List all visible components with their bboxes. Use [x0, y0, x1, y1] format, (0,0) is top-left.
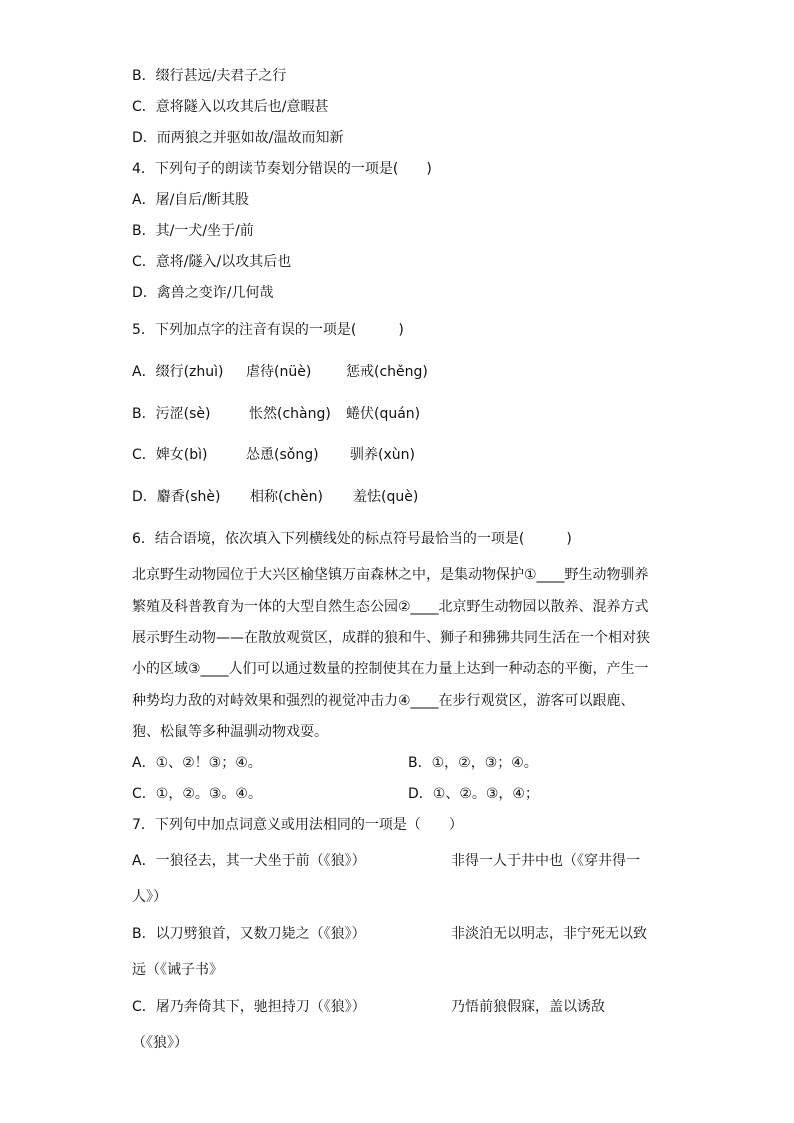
- q6-option-b: B．①，②，③；④。: [408, 755, 538, 771]
- q6-option-a: A．①、②！③；④。: [132, 755, 262, 771]
- q5-option-a: [132, 363, 532, 381]
- q3-option-d: D．而两狼之并驱如故/温故而知新: [132, 130, 344, 146]
- q5-a-item-3: 惩戒(chěng): [346, 364, 428, 380]
- q5-d-item-3: 羞怯(què): [353, 489, 419, 505]
- q7-option-a-continued: 人》）: [132, 889, 167, 905]
- q6-stem: 6．结合语境，依次填入下列横线处的标点符号最恰当的一项是( ): [132, 531, 572, 547]
- q7-option-c-right: 乃悟前狼假寐，盖以诱敌: [451, 999, 605, 1015]
- q6-passage-line-1: 北京野生动物园位于大兴区榆垡镇万亩森林之中，是集动物保护①____野生动物驯养: [132, 567, 649, 583]
- q6-option-c: C．①，②。③。④。: [132, 786, 262, 802]
- q5-option-d: [132, 488, 532, 506]
- q5-d-item-2: 相称(chèn): [250, 489, 323, 505]
- q5-c-item-1: C．婢女(bì): [132, 447, 208, 463]
- q5-option-c: [132, 446, 532, 464]
- q5-b-item-3: 蜷伏(quán): [346, 406, 421, 422]
- q5-d-item-1: D．麝香(shè): [132, 489, 221, 505]
- q3-option-b: B．缀行甚远/夫君子之行: [132, 68, 287, 84]
- q5-option-b: [132, 405, 532, 423]
- q7-option-b-continued: 远（《诫子书》: [132, 962, 223, 978]
- q4-stem: 4．下列句子的朗读节奏划分错误的一项是( ): [132, 161, 432, 177]
- q5-a-item-1: A．缀行(zhuì): [132, 364, 224, 380]
- q5-c-item-2: 怂恿(sǒng): [246, 447, 319, 463]
- q6-passage-line-2: 繁殖及科普教育为一体的大型自然生态公园②____北京野生动物园以散养、混养方式: [132, 599, 649, 615]
- q6-passage-line-3: 展示野生动物——在散放观赏区，成群的狼和牛、狮子和狒狒共同生活在一个相对狭: [132, 630, 650, 646]
- q7-stem: 7．下列句中加点词意义或用法相同的一项是（ ）: [132, 817, 463, 833]
- q4-option-b: B．其/一犬/坐于/前: [132, 223, 254, 239]
- q7-option-a-left: A．一狼径去，其一犬坐于前（《狼》）: [132, 853, 366, 869]
- q6-passage-line-5: 种势均力敌的对峙效果和强烈的视觉冲击力④____在步行观赏区，游客可以跟鹿、: [132, 693, 635, 709]
- q7-option-a-right: 非得一人于井中也（《穿井得一: [451, 853, 640, 869]
- q6-option-d: D．①、②。③，④；: [408, 786, 539, 802]
- q5-c-item-3: 驯养(xùn): [350, 447, 415, 463]
- q5-b-item-2: 怅然(chàng): [249, 406, 331, 422]
- q6-passage-line-6: 狍、松鼠等多种温驯动物戏耍。: [132, 724, 328, 740]
- q7-option-c-left: C．屠乃奔倚其下，驰担持刀（《狼》）: [132, 999, 366, 1015]
- q4-option-a: A．屠/自后/断其股: [132, 192, 250, 208]
- q4-option-d: D．禽兽之变诈/几何哉: [132, 285, 274, 301]
- q5-stem: 5．下列加点字的注音有误的一项是( ): [132, 322, 404, 338]
- q5-a-item-2: 虐待(nüè): [246, 364, 312, 380]
- q5-b-item-1: B．污涩(sè): [132, 406, 211, 422]
- q3-option-c: C．意将隧入以攻其后也/意暇甚: [132, 99, 329, 115]
- q7-option-b-left: B．以刀劈狼首，又数刀毙之（《狼》）: [132, 926, 366, 942]
- q4-option-c: C．意将/隧入/以攻其后也: [132, 254, 292, 270]
- q7-option-b-right: 非淡泊无以明志，非宁死无以致: [451, 926, 647, 942]
- q7-option-c-continued: （《狼》）: [132, 1035, 188, 1051]
- q6-passage-line-4: 小的区域③____人们可以通过数量的控制使其在力量上达到一种动态的平衡，产生一: [132, 661, 649, 677]
